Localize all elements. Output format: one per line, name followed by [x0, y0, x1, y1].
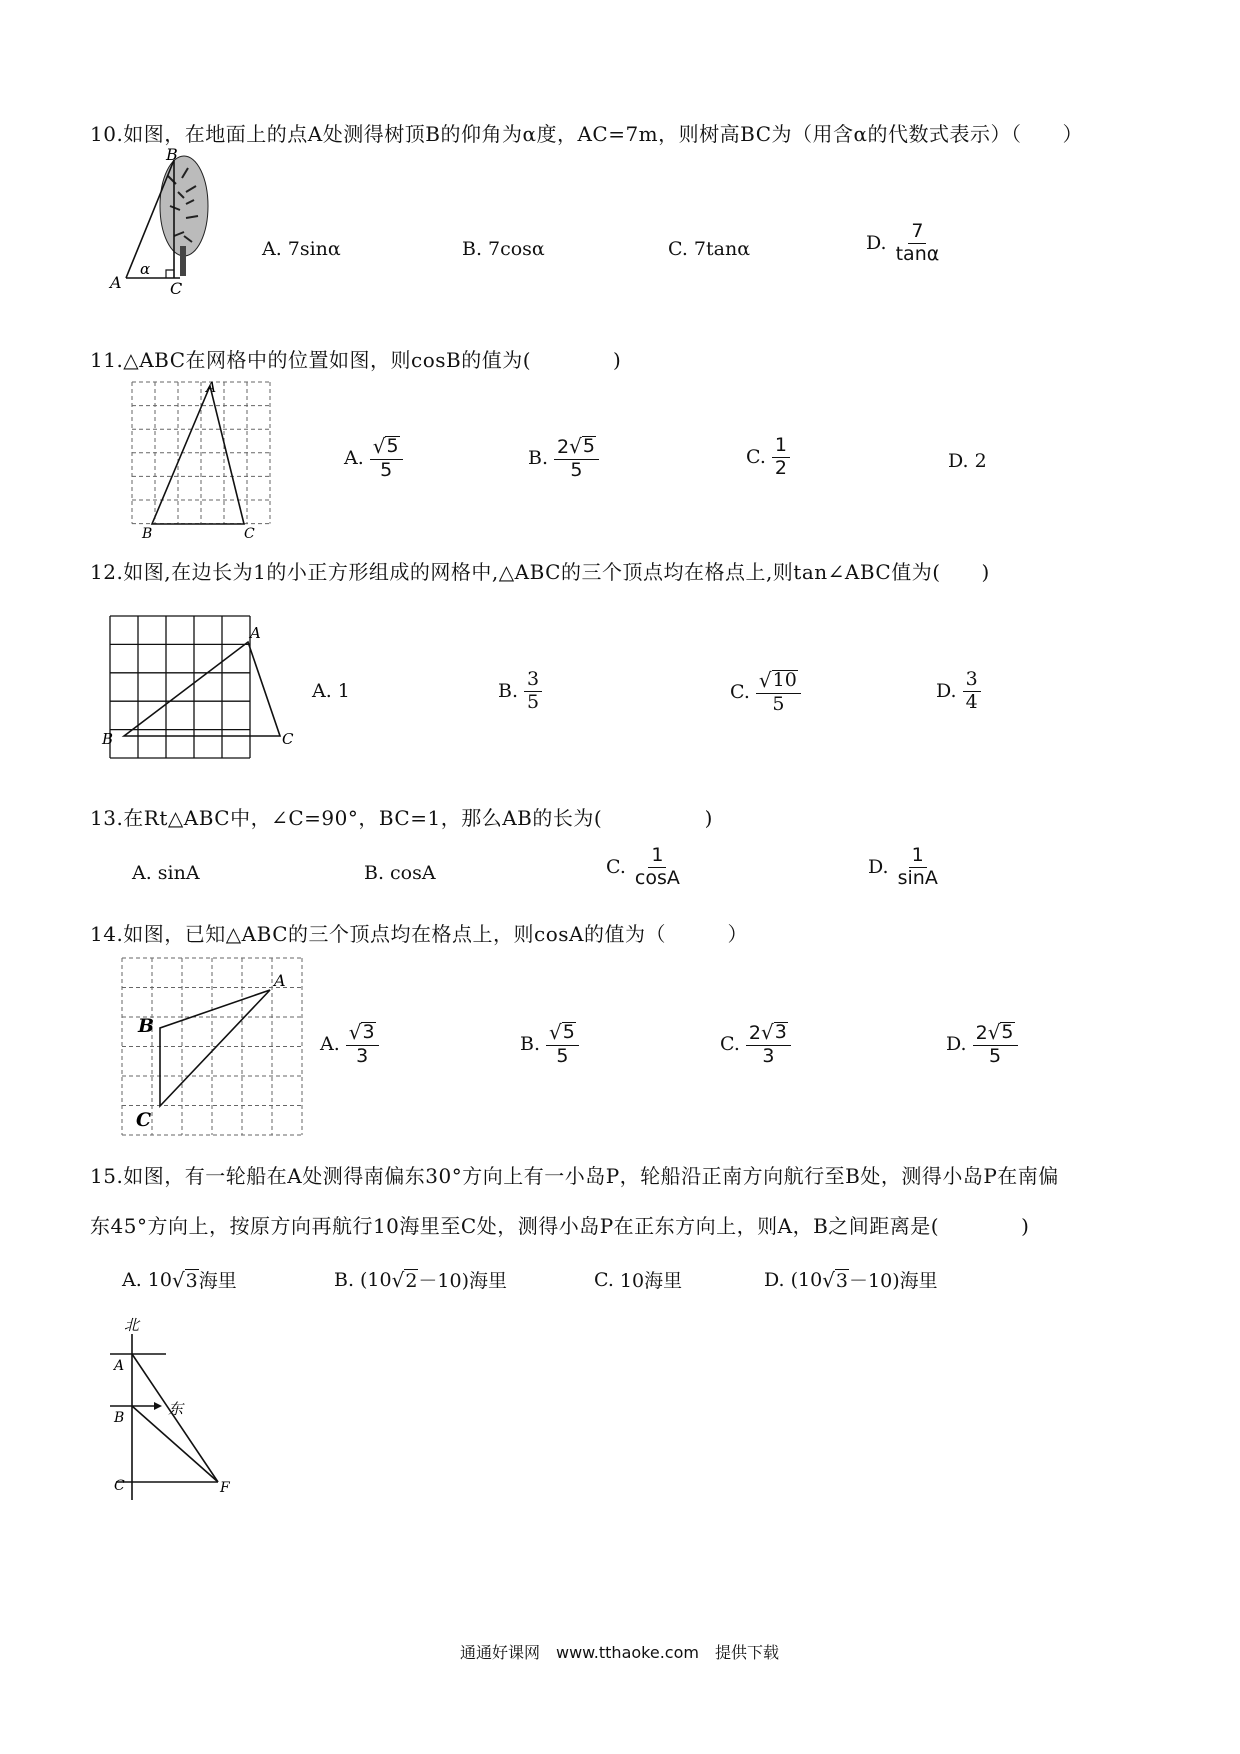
denominator: cosA — [634, 866, 680, 889]
option-label: D. — [764, 1268, 785, 1291]
denominator: 5 — [772, 692, 785, 715]
numerator: 1 — [909, 846, 927, 868]
option-suffix: －10)海里 — [849, 1270, 938, 1292]
option-value: 1 — [337, 680, 350, 702]
q11-grid-figure — [128, 378, 292, 540]
q10-option-c[interactable] — [668, 238, 750, 260]
q10-label-c: C — [170, 279, 183, 298]
q12-grid-figure — [100, 604, 294, 768]
q14-label-b: B — [138, 1015, 155, 1037]
fraction — [370, 436, 403, 481]
q11-label-c: C — [244, 526, 255, 542]
q10-label-alpha: α — [140, 260, 151, 278]
option-label: A. — [132, 862, 152, 884]
option-label: D. — [866, 232, 887, 255]
q10-label-b: B — [166, 145, 178, 164]
q12-option-b[interactable] — [498, 670, 542, 713]
denominator: 5 — [989, 1044, 1002, 1067]
fraction — [963, 670, 981, 713]
denominator: 5 — [570, 458, 583, 481]
fraction — [893, 222, 943, 265]
option-value: cosA — [390, 862, 436, 884]
fraction — [554, 436, 599, 481]
q14-text: 14.如图，已知△ABC的三个顶点均在格点上，则cosA的值为（ ） — [90, 922, 748, 946]
q10-option-a[interactable] — [262, 238, 341, 260]
numerator: 3 — [524, 670, 542, 692]
q11-option-a[interactable] — [344, 436, 403, 481]
q13-text: 13.在Rt△ABC中，∠C=90°，BC=1，那么AB的长为( ) — [90, 806, 713, 830]
denominator: 4 — [965, 690, 978, 713]
q15-option-b[interactable] — [334, 1266, 507, 1293]
option-label: B. — [462, 238, 483, 260]
q13-option-d[interactable] — [868, 846, 941, 889]
east-arrow-icon — [154, 1402, 162, 1410]
q12-option-a[interactable] — [312, 680, 350, 702]
q14-option-d[interactable] — [946, 1022, 1018, 1067]
option-suffix: 海里 — [198, 1270, 237, 1292]
option-suffix: －10)海里 — [418, 1270, 508, 1292]
option-label: C. — [730, 681, 750, 704]
denominator: 3 — [762, 1044, 775, 1067]
q14-grid-figure — [118, 954, 318, 1140]
denominator: 3 — [356, 1044, 369, 1067]
option-label: C. — [668, 238, 688, 260]
fraction — [772, 436, 790, 479]
fraction — [524, 670, 542, 713]
option-label: A. — [320, 1033, 340, 1056]
q15-option-a[interactable] — [122, 1266, 237, 1293]
fraction — [632, 846, 683, 889]
numerator: 2 √ 5 — [554, 436, 599, 460]
q15-label-east: 东 — [168, 1400, 184, 1418]
denominator: 2 — [774, 456, 787, 479]
q14-triangle — [160, 990, 270, 1106]
q12-option-c[interactable] — [730, 670, 801, 715]
option-label: A. — [122, 1268, 142, 1291]
option-label: C. — [720, 1033, 740, 1056]
option-prefix: (10 — [790, 1268, 823, 1291]
tree-icon — [160, 156, 208, 276]
numerator: √ 5 — [370, 436, 403, 460]
q15-label-c: C — [114, 1478, 125, 1494]
fraction — [746, 1022, 791, 1067]
option-value: sinA — [157, 862, 200, 884]
q15-label-north: 北 — [124, 1316, 140, 1334]
q12-text: 12.如图,在边长为1的小正方形组成的网格中,△ABC的三个顶点均在格点上,则tan∠ABC值为( ) — [90, 560, 990, 584]
q13-option-b[interactable] — [364, 862, 436, 884]
denominator: 5 — [380, 458, 393, 481]
option-label: B. — [520, 1033, 541, 1056]
q15-label-a: A — [114, 1358, 125, 1374]
option-prefix: (10 — [360, 1268, 392, 1291]
denominator: 5 — [556, 1044, 569, 1067]
q15-text-line2: 东45°方向上，按原方向再航行10海里至C处，测得小岛P在正东方向上，则A，B之间距离是( ) — [90, 1214, 1030, 1238]
q11-label-b: B — [142, 526, 153, 542]
option-label: C. — [594, 1268, 614, 1291]
q13-option-c[interactable] — [606, 846, 683, 889]
numerator: 1 — [648, 846, 666, 868]
q11-text: 11.△ABC在网格中的位置如图，则cosB的值为( ) — [90, 348, 622, 372]
q14-label-c: C — [136, 1109, 152, 1131]
q15-option-c[interactable] — [594, 1266, 682, 1293]
option-label: B. — [334, 1268, 355, 1291]
q15-text-line1: 15.如图，有一轮船在A处测得南偏东30°方向上有一小岛P，轮船沿正南方向航行至B处，测得小岛P在南偏 — [90, 1164, 1059, 1188]
q14-option-b[interactable] — [520, 1022, 579, 1067]
q10-text: 10.如图，在地面上的点A处测得树顶B的仰角为α度，AC=7m，则树高BC为（用含α的代数式表示）（ ） — [90, 122, 1084, 146]
numerator: √ 10 — [756, 670, 801, 694]
q10-tree-figure — [108, 146, 228, 296]
fraction — [895, 846, 941, 889]
radical: √ 3 — [171, 1267, 198, 1292]
option-label: A. — [262, 238, 282, 260]
option-label: D. — [948, 450, 969, 472]
option-value: 7cosα — [488, 238, 545, 260]
denominator: sinA — [897, 866, 938, 889]
numerator: 7 — [908, 222, 926, 244]
q14-option-a[interactable] — [320, 1022, 379, 1067]
option-label: C. — [606, 856, 626, 879]
option-label: D. — [946, 1033, 967, 1056]
numerator: 2 √ 5 — [973, 1022, 1018, 1046]
option-prefix: 10 — [147, 1268, 172, 1291]
q13-option-a[interactable] — [132, 862, 200, 884]
radical: √ 3 — [822, 1267, 849, 1292]
numerator: √ 3 — [346, 1022, 379, 1046]
fraction — [756, 670, 801, 715]
q12-label-a: A — [250, 624, 261, 642]
option-value: 7tanα — [693, 238, 751, 260]
option-label: D. — [936, 680, 957, 703]
option-label: B. — [364, 862, 385, 884]
q12-option-d[interactable] — [936, 670, 981, 713]
q12-triangle — [124, 642, 280, 736]
page-footer: 通通好课网 www.tthaoke.com 提供下载 — [460, 1643, 779, 1662]
option-value: 2 — [974, 450, 987, 472]
fraction — [546, 1022, 579, 1067]
q14-option-c[interactable] — [720, 1022, 791, 1067]
option-label: D. — [868, 856, 889, 879]
fraction — [973, 1022, 1018, 1067]
option-label: A. — [344, 447, 364, 470]
q10-option-d[interactable] — [866, 222, 942, 265]
numerator: 2 √ 3 — [746, 1022, 791, 1046]
q15-label-b: B — [114, 1410, 125, 1426]
denominator: 5 — [527, 690, 540, 713]
q11-triangle — [152, 386, 244, 524]
option-label: B. — [498, 680, 519, 703]
q12-label-b: B — [102, 730, 114, 748]
option-label: B. — [528, 447, 549, 470]
numerator: 3 — [963, 670, 981, 692]
option-label: C. — [746, 446, 766, 469]
option-value: 10海里 — [619, 1270, 683, 1292]
fraction — [346, 1022, 379, 1067]
q11-option-b[interactable] — [528, 436, 599, 481]
q12-label-c: C — [282, 730, 294, 748]
numerator: 1 — [772, 436, 790, 458]
q11-option-c[interactable] — [746, 436, 790, 479]
q14-label-a: A — [274, 971, 286, 990]
radical: √ 2 — [391, 1267, 418, 1292]
q11-label-a: A — [206, 380, 217, 396]
q10-label-a: A — [110, 273, 122, 292]
numerator: √ 5 — [546, 1022, 579, 1046]
q10-right-angle-mark — [166, 270, 174, 278]
q15-option-d[interactable] — [764, 1266, 938, 1293]
q11-option-d[interactable] — [948, 450, 987, 472]
q15-navigation-figure — [100, 1310, 250, 1510]
q10-option-b[interactable] — [462, 238, 545, 260]
q15-label-f: F — [220, 1480, 230, 1496]
option-value: 7sinα — [287, 238, 341, 260]
denominator: tanα — [895, 242, 940, 265]
option-label: A. — [312, 680, 332, 702]
